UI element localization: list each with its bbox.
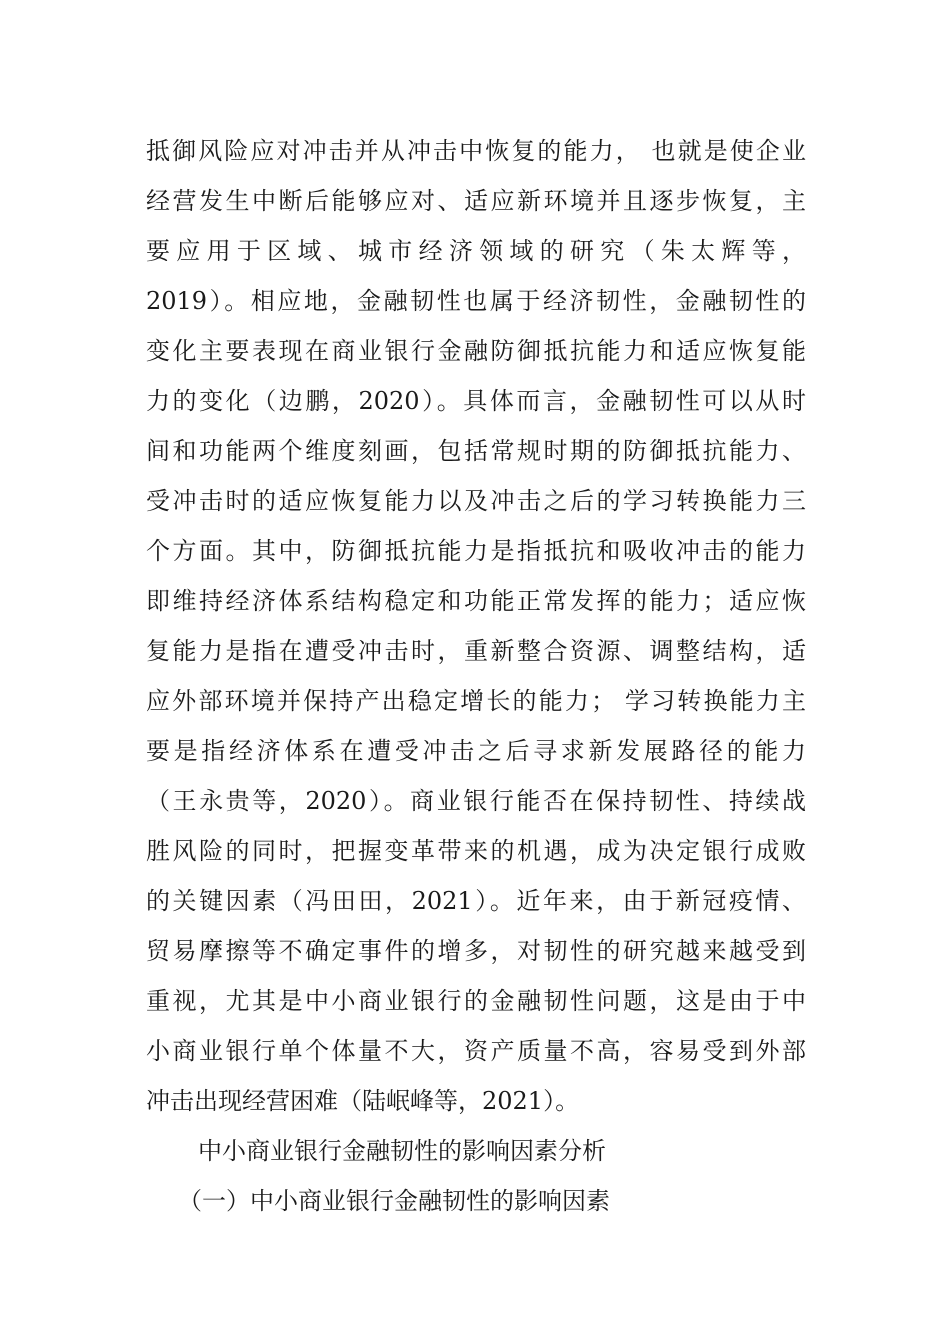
paragraph-line: 2019）。相应地，金融韧性也属于经济韧性，金融韧性的 (146, 287, 806, 315)
paragraph-line: 胜风险的同时，把握变革带来的机遇，成为决定银行成败 (146, 837, 806, 865)
paragraph-line: 抵御风险应对冲击并从冲击中恢复的能力， 也就是使企业 (146, 137, 806, 165)
paragraph-line: 要应用于区域、城市经济领域的研究（朱太辉等， (146, 237, 806, 265)
paragraph-line: 贸易摩擦等不确定事件的增多，对韧性的研究越来越受到 (146, 937, 806, 965)
paragraph-line: 间和功能两个维度刻画，包括常规时期的防御抵抗能力、 (146, 437, 806, 465)
section-heading: 中小商业银行金融韧性的影响因素分析 (198, 1137, 606, 1165)
paragraph-line: （王永贵等，2020）。商业银行能否在保持韧性、持续战 (146, 787, 806, 815)
paragraph-line: 的关键因素（冯田田，2021）。近年来，由于新冠疫情、 (146, 887, 806, 915)
paragraph-line: 即维持经济体系结构稳定和功能正常发挥的能力；适应恢 (146, 587, 806, 615)
paragraph-line: 要是指经济体系在遭受冲击之后寻求新发展路径的能力 (146, 737, 806, 765)
subsection-heading: （一）中小商业银行金融韧性的影响因素 (178, 1187, 610, 1215)
paragraph-line: 冲击出现经营困难（陆岷峰等，2021）。 (146, 1087, 580, 1115)
paragraph-line: 复能力是指在遭受冲击时，重新整合资源、调整结构，适 (146, 637, 806, 665)
paragraph-line: 重视，尤其是中小商业银行的金融韧性问题，这是由于中 (146, 987, 806, 1015)
paragraph-line: 经营发生中断后能够应对、适应新环境并且逐步恢复，主 (146, 187, 806, 215)
paragraph-line: 应外部环境并保持产出稳定增长的能力； 学习转换能力主 (146, 687, 806, 715)
paragraph-line: 个方面。其中，防御抵抗能力是指抵抗和吸收冲击的能力 (146, 537, 806, 565)
paragraph-line: 受冲击时的适应恢复能力以及冲击之后的学习转换能力三 (146, 487, 806, 515)
paragraph-line: 变化主要表现在商业银行金融防御抵抗能力和适应恢复能 (146, 337, 806, 365)
paragraph-line: 小商业银行单个体量不大，资产质量不高，容易受到外部 (146, 1037, 806, 1065)
paragraph-line: 力的变化（边鹏，2020）。具体而言，金融韧性可以从时 (146, 387, 806, 415)
